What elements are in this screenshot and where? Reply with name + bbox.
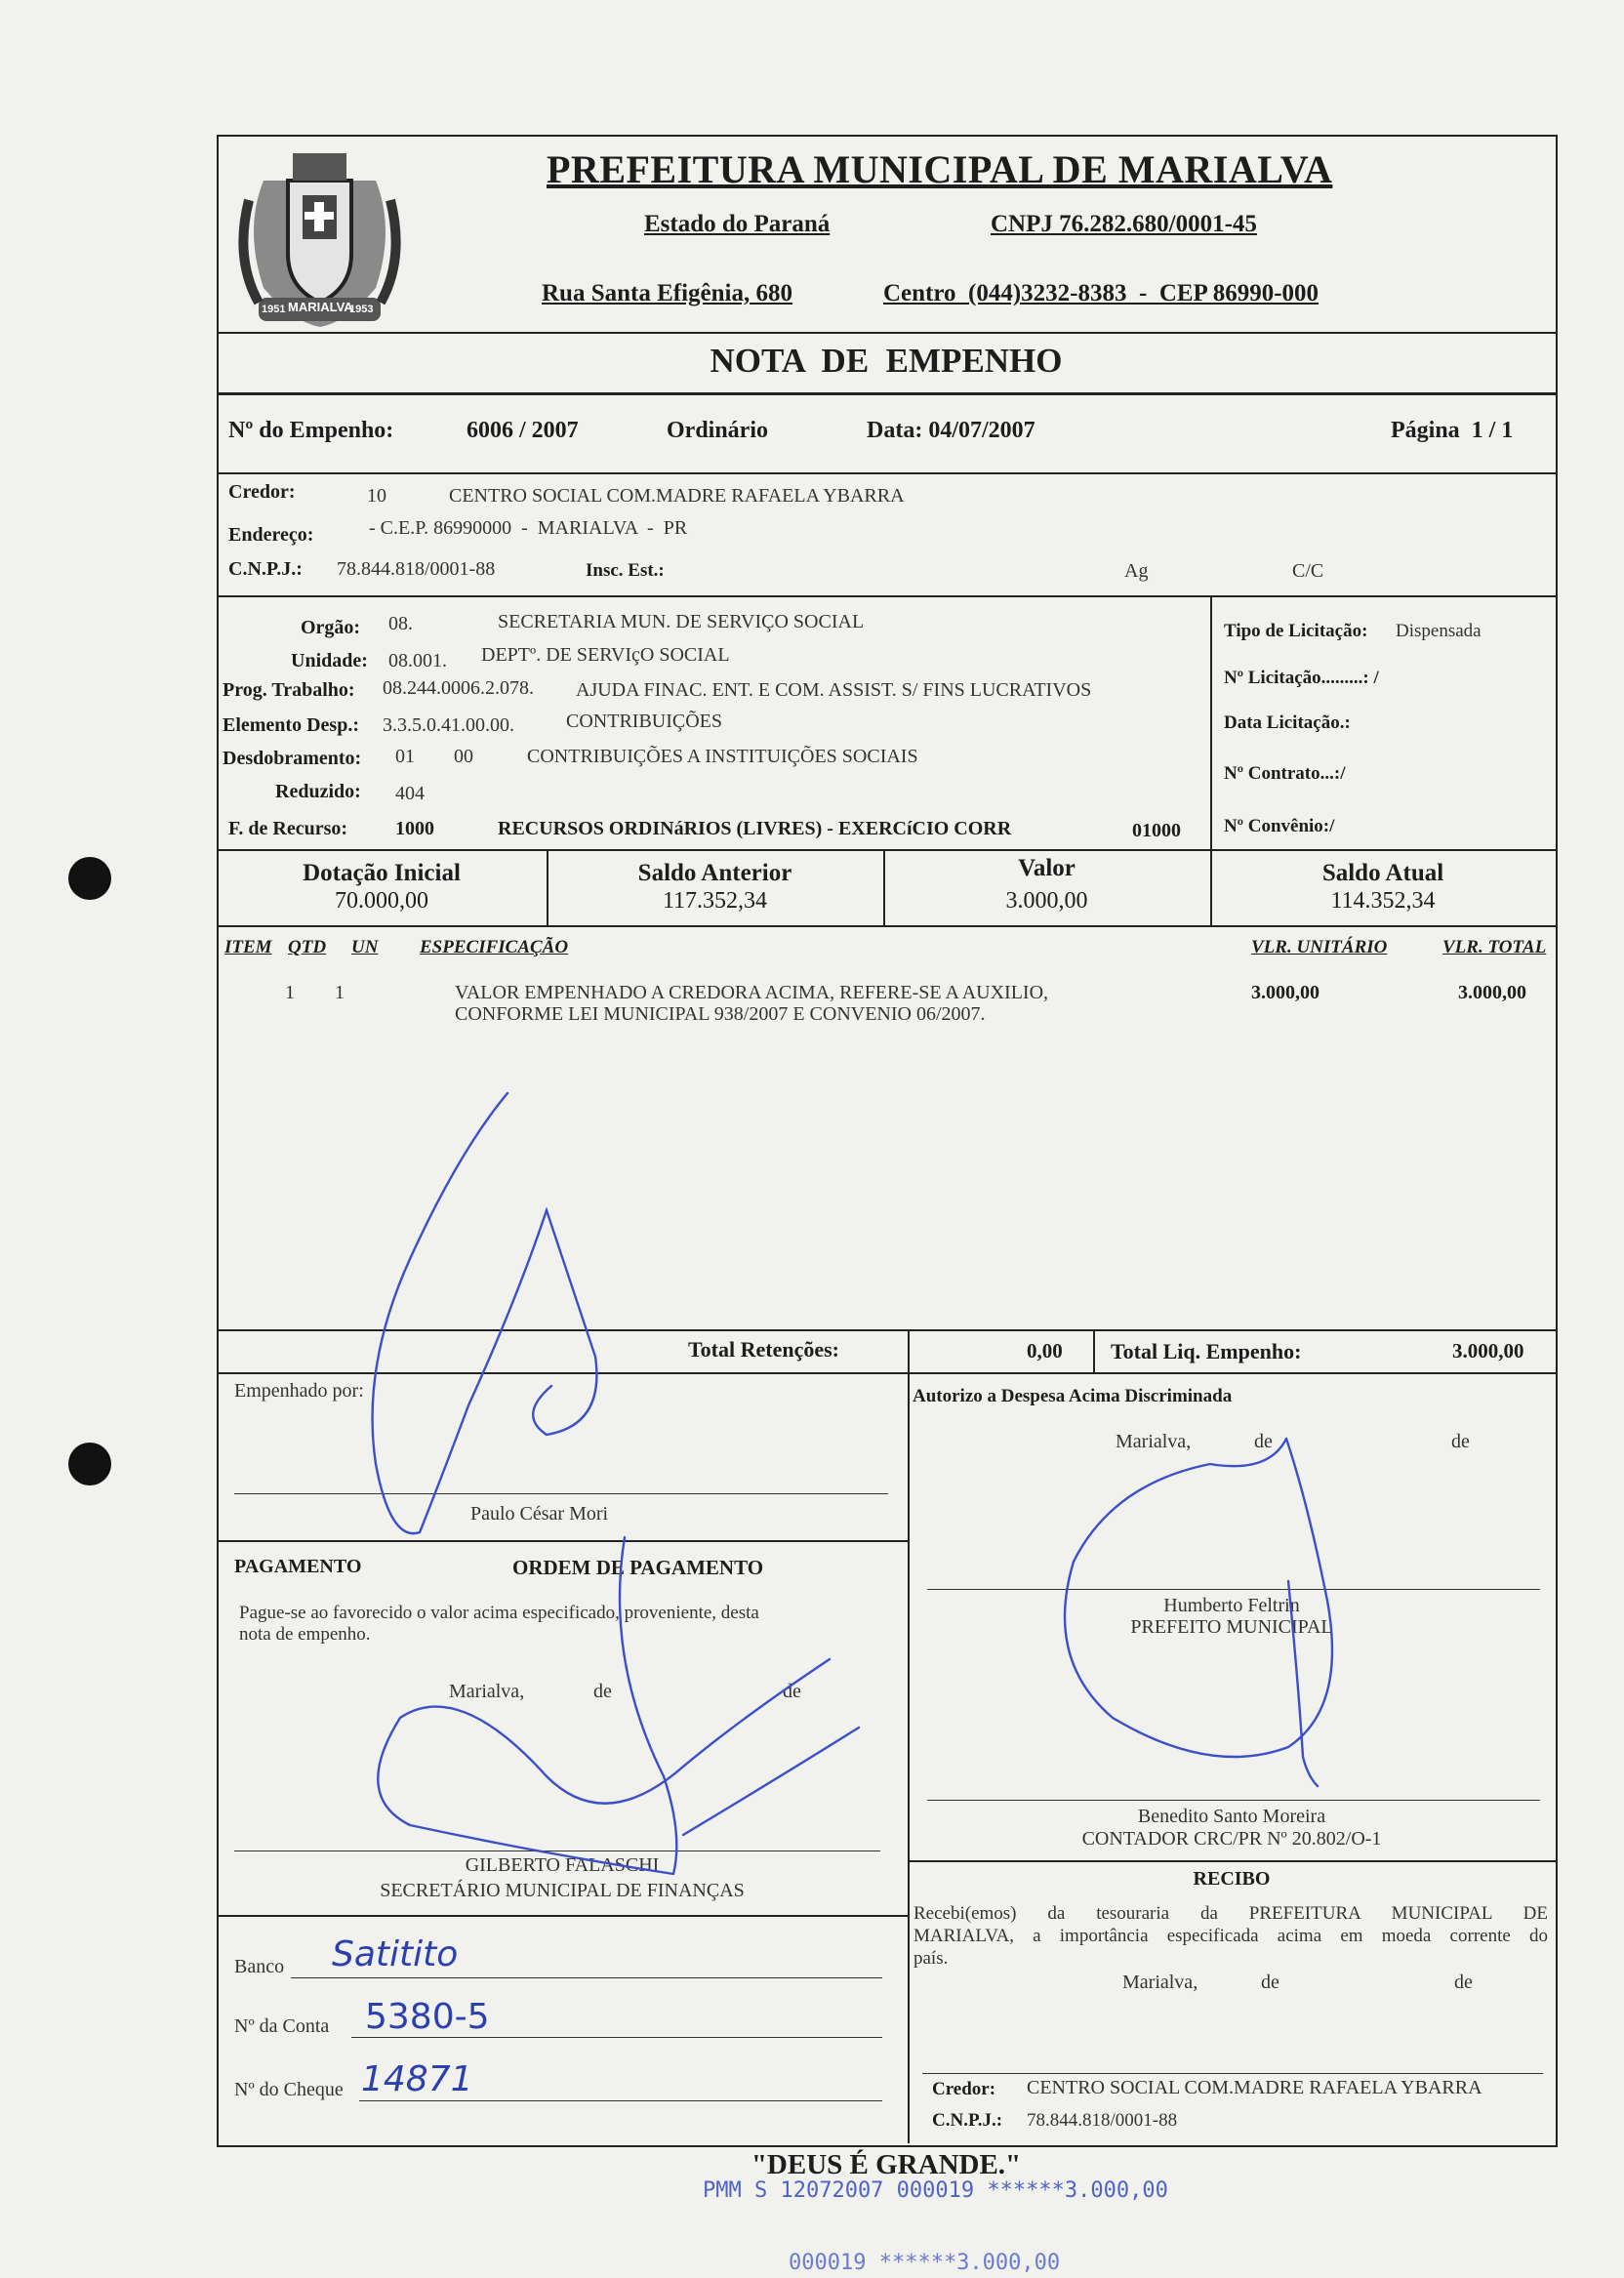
recibo-cnpj-label: C.N.P.J.: (932, 2110, 1003, 2131)
pagamento-label: PAGAMENTO (234, 1556, 362, 1577)
desdobramento-name: CONTRIBUIÇÕES A INSTITUIÇÕES SOCIAIS (527, 746, 918, 767)
endereco-value: - C.E.P. 86990000 - MARIALVA - PR (369, 517, 688, 539)
row-spec-line2: CONFORME LEI MUNICIPAL 938/2007 E CONVENIO 06/2007. (455, 1003, 986, 1025)
footer-stamp-partial: 000019 ******3.000,00 (789, 2251, 1061, 2275)
cheque-label: Nº do Cheque (234, 2079, 344, 2100)
recurso-code2: 01000 (1132, 820, 1181, 841)
secretario-name: GILBERTO FALASCHI (465, 1854, 660, 1876)
unidade-name: DEPTº. DE SERVIçO SOCIAL (481, 644, 730, 666)
footer-motto: "DEUS É GRANDE." (751, 2149, 1022, 2180)
crest-year-right: 1953 (349, 304, 374, 315)
col-un: UN (351, 937, 379, 957)
reduzido-value: 404 (395, 783, 425, 804)
desdobramento-label: Desdobramento: (223, 748, 362, 769)
row-total-value: 3.000,00 (1458, 982, 1526, 1003)
header-contact: Centro (044)3232-8383 - CEP 86990-000 (883, 280, 1320, 306)
cnpj-value: 78.844.818/0001-88 (337, 558, 496, 580)
header-cnpj: CNPJ 76.282.680/0001-45 (991, 211, 1257, 237)
col-spec: ESPECIFICAÇÃO (420, 937, 569, 957)
elemento-name: CONTRIBUIÇÕES (566, 711, 723, 732)
autorizo-de1: de (1254, 1431, 1273, 1452)
empenho-label: Nº do Empenho: (228, 418, 394, 443)
prefeito-name: Humberto Feltrin (1163, 1595, 1300, 1616)
desdobramento-code1: 01 (395, 746, 415, 767)
header-street: Rua Santa Efigênia, 680 (542, 280, 792, 306)
unidade-code: 08.001. (388, 650, 447, 671)
contador-name: Benedito Santo Moreira (1137, 1806, 1326, 1827)
page-number: Página 1 / 1 (1391, 418, 1514, 443)
insc-est-label: Insc. Est.: (586, 560, 665, 581)
secretario-title: SECRETÁRIO MUNICIPAL DE FINANÇAS (380, 1880, 745, 1901)
col-total-value: VLR. TOTAL (1442, 937, 1547, 957)
banco-label: Banco (234, 1956, 285, 1977)
liq-empenho-label: Total Liq. Empenho: (1111, 1339, 1302, 1363)
elemento-label: Elemento Desp.: (223, 714, 359, 736)
saldo-anterior-value: 117.352,34 (662, 888, 768, 914)
cc-label: C/C (1292, 560, 1324, 582)
endereco-label: Endereço: (228, 524, 314, 546)
footer-stamp: PMM S 12072007 000019 ******3.000,00 (703, 2178, 1168, 2203)
contador-title: CONTADOR CRC/PR Nº 20.802/O-1 (1081, 1828, 1382, 1850)
crest-label: MARIALVA (288, 300, 353, 314)
empenhado-name: Paulo César Mori (470, 1503, 609, 1525)
orgao-label: Orgão: (301, 617, 361, 638)
pagamento-text-line2: nota de empenho. (239, 1624, 371, 1645)
punch-hole-top (68, 857, 111, 900)
reduzido-label: Reduzido: (275, 781, 361, 802)
convenio-number: Nº Convênio:/ (1224, 816, 1335, 836)
empenho-date: Data: 04/07/2007 (867, 418, 1035, 443)
recibo-text-line2: MARIALVA, a importância especificada acima em moeda corrente do (914, 1926, 1548, 1946)
valor-label: Valor (1018, 855, 1076, 881)
retencoes-value: 0,00 (1027, 1339, 1063, 1363)
contrato-number: Nº Contrato...:/ (1224, 763, 1346, 784)
licitacao-date: Data Licitação.: (1224, 712, 1351, 733)
empenho-type: Ordinário (667, 418, 769, 443)
recibo-credor-name: CENTRO SOCIAL COM.MADRE RAFAELA YBARRA (1027, 2077, 1482, 2098)
crest-year-left: 1951 (262, 304, 286, 315)
banco-value: Satitito (332, 1934, 459, 1974)
punch-hole-bottom (68, 1443, 111, 1485)
autorizo-place: Marialva, (1116, 1431, 1192, 1452)
autorizo-de2: de (1451, 1431, 1470, 1452)
header-state: Estado do Paraná (644, 211, 831, 237)
col-unit-value: VLR. UNITÁRIO (1251, 937, 1388, 957)
header-title: PREFEITURA MUNICIPAL DE MARIALVA (547, 147, 1333, 191)
recibo-text-line1: Recebi(emos) da tesouraria da PREFEITURA MUNICIPAL DE (914, 1903, 1548, 1924)
row-unit-value: 3.000,00 (1251, 982, 1320, 1003)
recurso-label: F. de Recurso: (228, 818, 348, 839)
credor-code: 10 (367, 485, 386, 507)
unidade-label: Unidade: (291, 650, 368, 671)
recurso-name: RECURSOS ORDINáRIOS (LIVRES) - EXERCíCIO CORR (498, 818, 1012, 839)
cheque-value: 14871 (361, 2059, 473, 2099)
cnpj-label: C.N.P.J.: (228, 558, 303, 580)
ag-label: Ag (1124, 560, 1149, 582)
recibo-title: RECIBO (1193, 1868, 1271, 1890)
recibo-place: Marialva, (1122, 1972, 1198, 1993)
pagamento-de1: de (593, 1681, 612, 1702)
saldo-atual-label: Saldo Atual (1321, 860, 1444, 886)
empenhado-label: Empenhado por: (234, 1380, 364, 1402)
recibo-de2: de (1454, 1972, 1473, 1993)
row-spec-line1: VALOR EMPENHADO A CREDORA ACIMA, REFERE-SE A AUXILIO, (455, 982, 1049, 1003)
credor-label: Credor: (228, 481, 296, 503)
recurso-code: 1000 (395, 818, 434, 839)
dotacao-label: Dotação Inicial (303, 860, 461, 886)
retencoes-label: Total Retenções: (688, 1337, 839, 1362)
orgao-name: SECRETARIA MUN. DE SERVIÇO SOCIAL (498, 611, 865, 632)
licitacao-number: Nº Licitação.........: / (1224, 668, 1379, 688)
empenho-number: 6006 / 2007 (467, 418, 579, 443)
recibo-text-line3: país. (914, 1948, 949, 1969)
row-qtd: 1 (335, 982, 345, 1003)
pagamento-de2: de (783, 1681, 801, 1702)
municipal-crest (234, 142, 405, 342)
conta-value: 5380-5 (365, 1997, 490, 2037)
tipo-licitacao-label: Tipo de Licitação: (1224, 621, 1368, 641)
prog-name: AJUDA FINAC. ENT. E COM. ASSIST. S/ FINS LUCRATIVOS (576, 679, 1092, 701)
tipo-licitacao-value: Dispensada (1396, 621, 1482, 641)
prog-code: 08.244.0006.2.078. (383, 677, 534, 699)
recibo-cnpj-value: 78.844.818/0001-88 (1027, 2110, 1178, 2131)
saldo-atual-value: 114.352,34 (1330, 888, 1436, 914)
document-title: NOTA DE EMPENHO (710, 342, 1063, 380)
conta-label: Nº da Conta (234, 2015, 330, 2037)
prefeito-title: PREFEITO MUNICIPAL (1130, 1616, 1333, 1638)
elemento-code: 3.3.5.0.41.00.00. (383, 714, 514, 736)
saldo-anterior-label: Saldo Anterior (637, 860, 792, 886)
recibo-credor-label: Credor: (932, 2079, 996, 2099)
row-item: 1 (285, 982, 295, 1003)
liq-empenho-value: 3.000,00 (1452, 1339, 1524, 1363)
pagamento-place: Marialva, (449, 1681, 525, 1702)
ordem-pagamento-label: ORDEM DE PAGAMENTO (512, 1556, 764, 1579)
prog-label: Prog. Trabalho: (223, 679, 355, 701)
autorizo-title: Autorizo a Despesa Acima Discriminada (913, 1386, 1233, 1406)
pagamento-text-line1: Pague-se ao favorecido o valor acima especificado, proveniente, desta (239, 1603, 759, 1623)
recibo-de1: de (1261, 1972, 1279, 1993)
valor-value: 3.000,00 (1005, 888, 1088, 914)
col-qtd: QTD (288, 937, 327, 957)
desdobramento-code2: 00 (454, 746, 473, 767)
dotacao-value: 70.000,00 (335, 888, 428, 914)
orgao-code: 08. (388, 613, 413, 634)
col-item: ITEM (224, 937, 272, 957)
credor-name: CENTRO SOCIAL COM.MADRE RAFAELA YBARRA (449, 485, 905, 507)
